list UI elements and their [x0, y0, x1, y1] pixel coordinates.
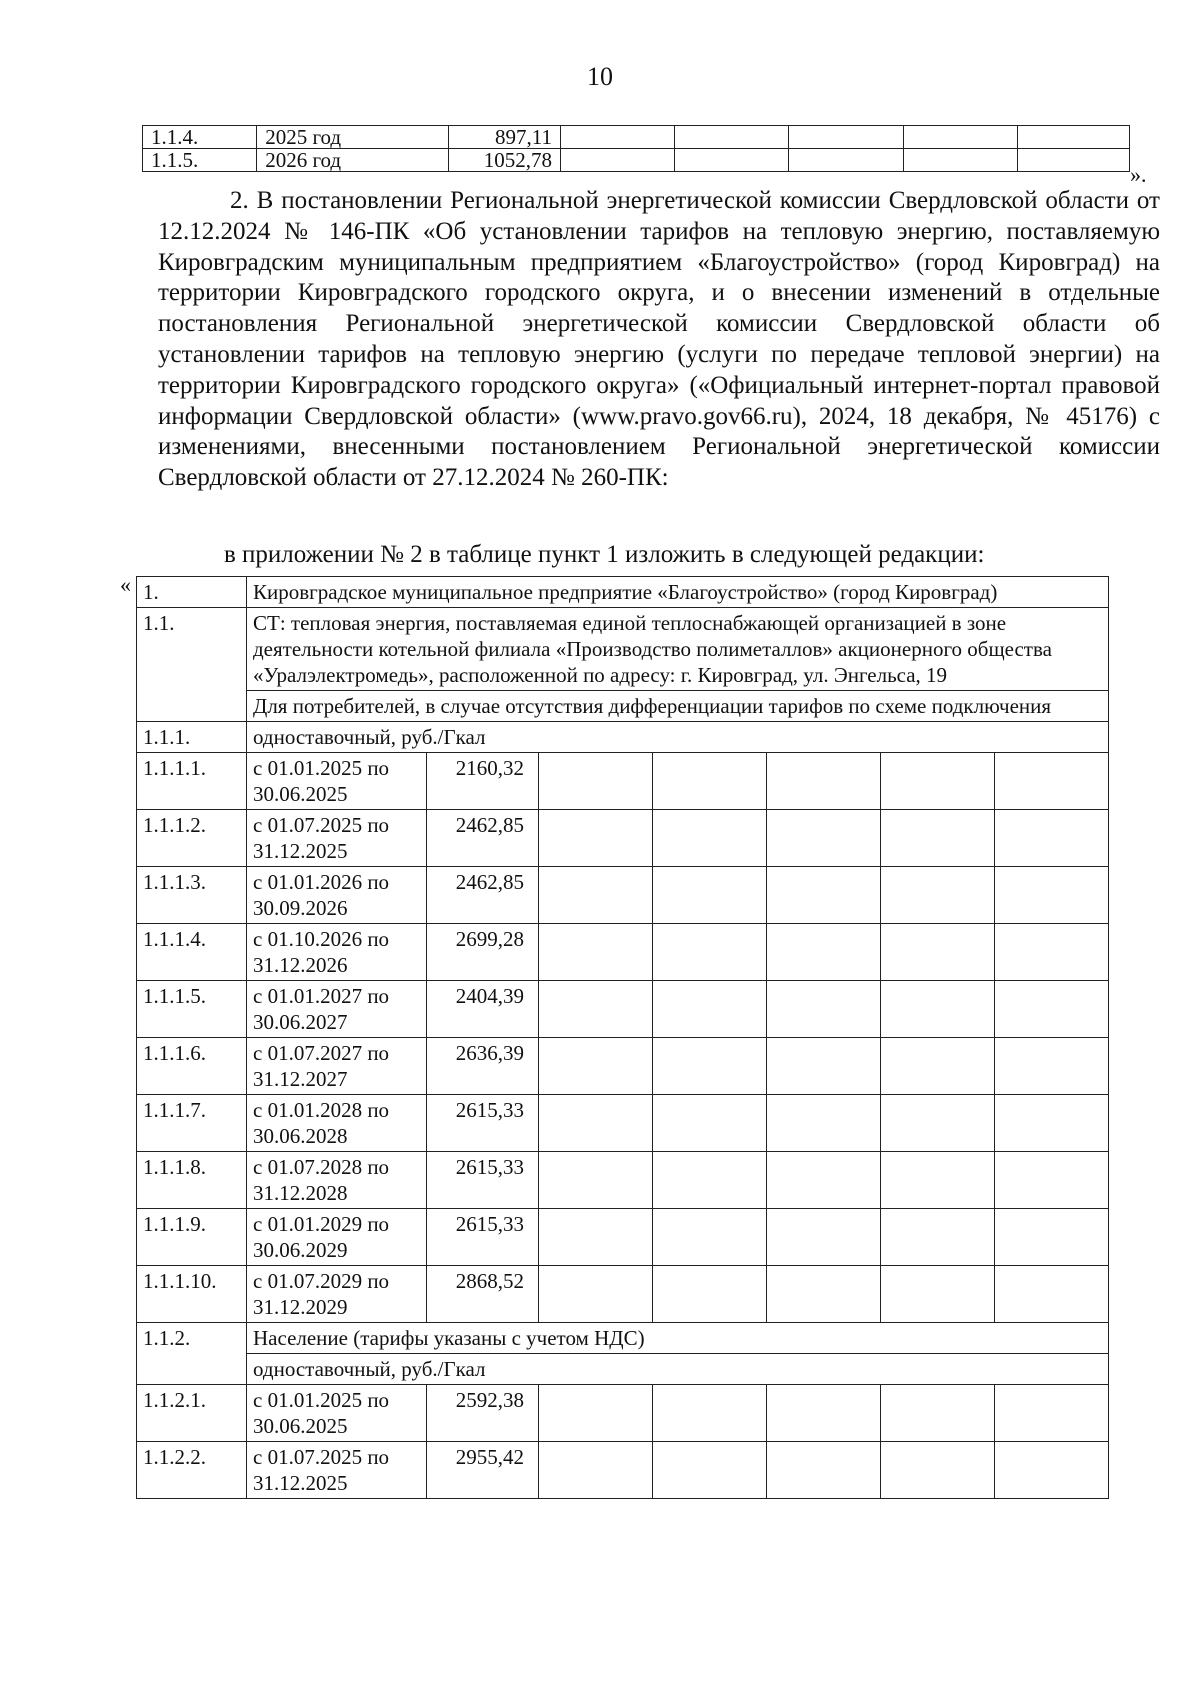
row-period: с 01.07.2027 по 31.12.2027	[247, 1038, 427, 1095]
empty-cell	[995, 1385, 1109, 1442]
empty-cell	[995, 924, 1109, 981]
row-period: с 01.01.2025 по 30.06.2025	[247, 1385, 427, 1442]
empty-cell	[539, 1095, 653, 1152]
empty-cell	[767, 1209, 881, 1266]
row-code: 1.1.1.10.	[137, 1266, 247, 1323]
row-period: с 01.01.2027 по 30.06.2027	[247, 981, 427, 1038]
empty-cell	[995, 1038, 1109, 1095]
row-text: одноставочный, руб./Гкал	[247, 1354, 1109, 1385]
empty-cell	[539, 981, 653, 1038]
row-code: 1.1.1.	[137, 722, 247, 753]
table-row	[137, 1323, 1109, 1354]
empty-cell	[767, 1385, 881, 1442]
table-row	[137, 1038, 1109, 1095]
empty-cell	[653, 867, 767, 924]
empty-cell	[995, 1209, 1109, 1266]
empty-cell	[881, 810, 995, 867]
tariff-table	[136, 576, 1109, 1499]
table-row	[137, 810, 1109, 867]
row-code: 1.1.1.8.	[137, 1152, 247, 1209]
empty-cell	[767, 867, 881, 924]
empty-cell	[653, 924, 767, 981]
row-code: 1.1.1.4.	[137, 924, 247, 981]
empty-cell	[995, 1095, 1109, 1152]
table-row	[137, 577, 1109, 608]
row-code: 1.1.	[137, 608, 247, 722]
empty-cell	[767, 981, 881, 1038]
empty-cell	[767, 810, 881, 867]
table-row	[137, 1385, 1109, 1442]
row-value: 2615,33	[427, 1095, 539, 1152]
empty-cell	[881, 1385, 995, 1442]
row-period: с 01.07.2025 по 31.12.2025	[247, 810, 427, 867]
row-code: 1.1.5.	[143, 149, 257, 172]
empty-cell	[539, 867, 653, 924]
table-row	[137, 867, 1109, 924]
table-row	[137, 608, 1109, 691]
row-code: 1.1.4.	[143, 126, 257, 149]
row-value: 897,11	[448, 126, 560, 149]
empty-cell	[539, 1209, 653, 1266]
table-row	[137, 1095, 1109, 1152]
row-period: с 01.07.2029 по 31.12.2029	[247, 1266, 427, 1323]
empty-cell	[653, 1442, 767, 1499]
empty-cell	[881, 981, 995, 1038]
intro-line: в приложении № 2 в таблице пункт 1 изложить в следующей редакции:	[224, 541, 985, 568]
row-period: с 01.01.2025 по 30.06.2025	[247, 753, 427, 810]
table-row	[137, 1442, 1109, 1499]
row-period: с 01.01.2026 по 30.09.2026	[247, 867, 427, 924]
row-value: 2636,39	[427, 1038, 539, 1095]
empty-cell	[881, 1038, 995, 1095]
table-row	[137, 1209, 1109, 1266]
empty-cell	[539, 1152, 653, 1209]
row-text: одноставочный, руб./Гкал	[247, 722, 1109, 753]
row-value: 2462,85	[427, 810, 539, 867]
opening-quote: «	[120, 572, 131, 597]
table-row	[137, 691, 1109, 722]
row-value: 2404,39	[427, 981, 539, 1038]
empty-cell	[539, 1385, 653, 1442]
empty-cell	[653, 1038, 767, 1095]
row-value: 2462,85	[427, 867, 539, 924]
paragraph-text: 2. В постановлении Региональной энергетической комиссии Свердловской области от 12.12.2024 № 146-ПК «Об установлении тарифов на тепловую энергию, поставляемую Кировградским муниципальным предприятием «Благоустройство» (город Кировград) на территории Кировградского городского округа, и о внесении изменений в отдельные постановления Региональной энергетической комиссии Свердловской области об установлении тарифов на тепловую энергию (услуги по передаче тепловой энергии) на территории Кировградского городского округа» («Официальный интернет-портал правовой информации Свердловской области» (www.pravo.gov66.ru), 2024, 18 декабря, № 45176) с изменениями, внесенными постановлением Региональной энергетической комиссии Свердловской области от 27.12.2024 № 260-ПК:	[158, 187, 1160, 492]
empty-cell	[881, 1209, 995, 1266]
empty-cell	[767, 1152, 881, 1209]
empty-cell	[539, 1038, 653, 1095]
row-period: 2026 год	[257, 149, 449, 172]
row-code: 1.	[137, 577, 247, 608]
row-value: 1052,78	[448, 149, 560, 172]
row-value: 2699,28	[427, 924, 539, 981]
table-row	[143, 149, 1130, 172]
empty-cell	[539, 924, 653, 981]
empty-cell	[653, 753, 767, 810]
table-row	[137, 1266, 1109, 1323]
empty-cell	[767, 1095, 881, 1152]
empty-cell	[767, 1266, 881, 1323]
empty-cell	[881, 1152, 995, 1209]
empty-cell	[995, 810, 1109, 867]
closing-quote: ».	[1130, 162, 1147, 187]
empty-cell	[539, 1442, 653, 1499]
row-code: 1.1.1.9.	[137, 1209, 247, 1266]
empty-cell	[995, 1152, 1109, 1209]
table-row	[143, 126, 1130, 149]
empty-cell	[995, 1266, 1109, 1323]
table-row	[137, 722, 1109, 753]
row-code: 1.1.2.1.	[137, 1385, 247, 1442]
empty-cell	[767, 924, 881, 981]
table-row	[137, 924, 1109, 981]
row-value: 2592,38	[427, 1385, 539, 1442]
row-code: 1.1.2.2.	[137, 1442, 247, 1499]
row-code: 1.1.1.7.	[137, 1095, 247, 1152]
empty-cell	[653, 1385, 767, 1442]
empty-cell	[653, 1266, 767, 1323]
empty-cell	[881, 753, 995, 810]
table-row	[137, 753, 1109, 810]
empty-cell	[767, 753, 881, 810]
row-code: 1.1.1.6.	[137, 1038, 247, 1095]
table-row	[137, 1152, 1109, 1209]
page-number: 10	[587, 62, 613, 91]
row-text: Кировградское муниципальное предприятие «Благоустройство» (город Кировград)	[247, 577, 1109, 608]
row-code: 1.1.1.5.	[137, 981, 247, 1038]
row-value: 2160,32	[427, 753, 539, 810]
table-row	[137, 981, 1109, 1038]
row-period: с 01.01.2029 по 30.06.2029	[247, 1209, 427, 1266]
empty-cell	[767, 1442, 881, 1499]
empty-cell	[539, 753, 653, 810]
row-text: Для потребителей, в случае отсутствия дифференциации тарифов по схеме подключения	[247, 691, 1109, 722]
top-tariff-table	[142, 125, 1130, 172]
row-code: 1.1.1.2.	[137, 810, 247, 867]
row-value: 2955,42	[427, 1442, 539, 1499]
empty-cell	[881, 867, 995, 924]
row-period: с 01.07.2028 по 31.12.2028	[247, 1152, 427, 1209]
empty-cell	[995, 981, 1109, 1038]
row-period: с 01.01.2028 по 30.06.2028	[247, 1095, 427, 1152]
empty-cell	[881, 1442, 995, 1499]
row-code: 1.1.2.	[137, 1323, 247, 1385]
empty-cell	[995, 867, 1109, 924]
row-period: 2025 год	[257, 126, 449, 149]
table-row	[137, 1354, 1109, 1385]
empty-cell	[653, 1095, 767, 1152]
amendment-paragraph	[158, 186, 1160, 494]
empty-cell	[995, 1442, 1109, 1499]
empty-cell	[653, 981, 767, 1038]
row-period: с 01.07.2025 по 31.12.2025	[247, 1442, 427, 1499]
empty-cell	[881, 1095, 995, 1152]
empty-cell	[881, 1266, 995, 1323]
empty-cell	[653, 1152, 767, 1209]
row-text: СТ: тепловая энергия, поставляемая единой теплоснабжающей организацией в зоне деятельности котельной филиала «Производство полиметаллов» акционерного общества «Уралэлектромедь», расположенной по адресу: г. Кировград, ул. Энгельса, 19	[247, 608, 1109, 691]
row-code: 1.1.1.1.	[137, 753, 247, 810]
row-code: 1.1.1.3.	[137, 867, 247, 924]
row-value: 2615,33	[427, 1152, 539, 1209]
row-period: с 01.10.2026 по 31.12.2026	[247, 924, 427, 981]
empty-cell	[995, 753, 1109, 810]
row-text: Население (тарифы указаны с учетом НДС)	[247, 1323, 1109, 1354]
empty-cell	[653, 1209, 767, 1266]
empty-cell	[653, 810, 767, 867]
empty-cell	[881, 924, 995, 981]
empty-cell	[539, 1266, 653, 1323]
row-value: 2868,52	[427, 1266, 539, 1323]
empty-cell	[539, 810, 653, 867]
row-value: 2615,33	[427, 1209, 539, 1266]
empty-cell	[767, 1038, 881, 1095]
